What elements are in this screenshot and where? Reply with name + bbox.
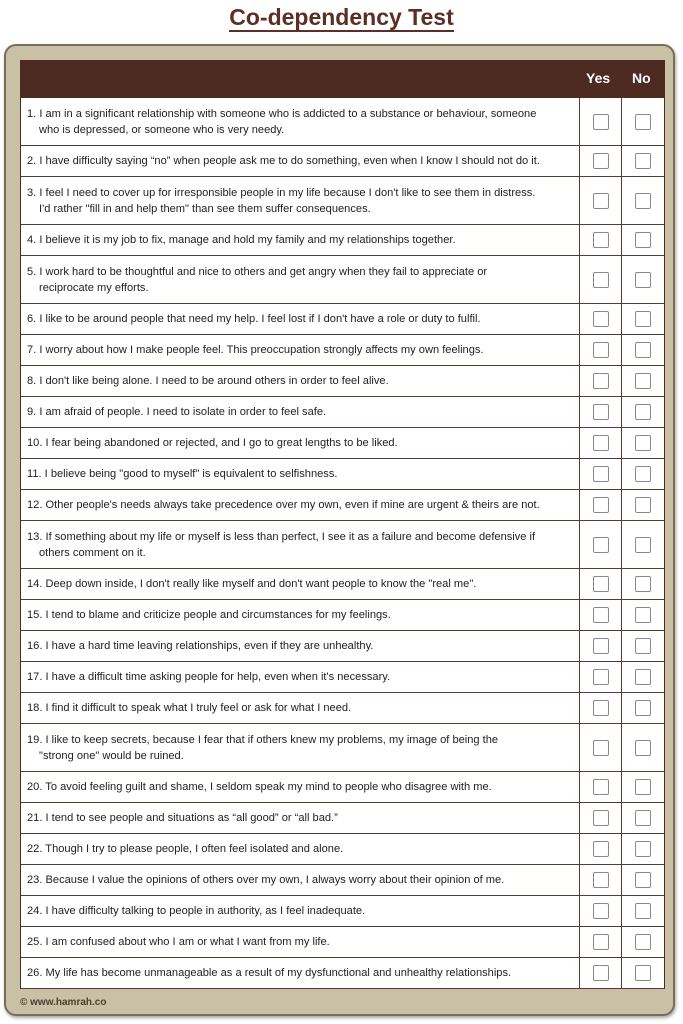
question-line-1: 25. I am confused about who I am or what I want from my life. [27, 936, 330, 948]
question-text-wrap [27, 607, 391, 623]
no-checkbox[interactable] [635, 700, 651, 716]
question-line-1: 2. I have difficulty saying “no” when people ask me to do something, even when I know I should not do it. [27, 155, 540, 167]
question-text-wrap [27, 669, 390, 685]
yes-cell [580, 428, 622, 458]
yes-checkbox[interactable] [593, 435, 609, 451]
question-row [21, 865, 664, 896]
no-cell [622, 631, 664, 661]
question-line-1: 10. I fear being abandoned or rejected, and I go to great lengths to be liked. [27, 437, 398, 449]
question-text-wrap [27, 810, 338, 826]
question-line-1: 1. I am in a significant relationship with someone who is addicted to a substance or behaviour, someone [27, 107, 537, 120]
question-text-wrap [27, 404, 326, 420]
no-checkbox[interactable] [635, 841, 651, 857]
question-text-wrap [27, 466, 337, 482]
yes-checkbox[interactable] [593, 965, 609, 981]
yes-column-header: Yes [586, 70, 611, 86]
no-cell [622, 366, 664, 396]
question-text-wrap [27, 732, 498, 764]
question-text [21, 693, 580, 723]
yes-checkbox[interactable] [593, 342, 609, 358]
yes-cell [580, 304, 622, 334]
question-text-wrap [27, 435, 398, 451]
yes-cell [580, 724, 622, 771]
no-checkbox[interactable] [635, 153, 651, 169]
no-checkbox[interactable] [635, 638, 651, 654]
question-text [21, 865, 580, 895]
question-row [21, 225, 664, 256]
no-cell [622, 146, 664, 176]
question-row [21, 927, 664, 958]
no-cell [622, 803, 664, 833]
question-text [21, 772, 580, 802]
question-text [21, 600, 580, 630]
page-title-text: Co-dependency Test [229, 4, 454, 30]
no-cell [622, 521, 664, 568]
no-column-header: No [632, 70, 651, 86]
question-text-wrap [27, 779, 492, 795]
no-checkbox[interactable] [635, 114, 651, 130]
question-line-1: 4. I believe it is my job to fix, manage and hold my family and my relationships together. [27, 234, 456, 246]
yes-cell [580, 256, 622, 303]
question-text [21, 304, 580, 334]
no-cell [622, 428, 664, 458]
question-row [21, 958, 664, 989]
question-line-1: 7. I worry about how I make people feel. This preoccupation strongly affects my own feelings. [27, 344, 484, 356]
yes-cell [580, 958, 622, 988]
question-text-wrap [27, 529, 535, 561]
no-cell [622, 98, 664, 145]
question-text [21, 896, 580, 926]
no-cell [622, 772, 664, 802]
question-text-wrap [27, 965, 511, 981]
yes-cell [580, 98, 622, 145]
question-text-wrap [27, 903, 365, 919]
no-cell [622, 896, 664, 926]
yes-checkbox[interactable] [593, 779, 609, 795]
yes-checkbox[interactable] [593, 576, 609, 592]
question-text-wrap [27, 700, 351, 716]
yes-cell [580, 600, 622, 630]
yes-checkbox[interactable] [593, 810, 609, 826]
question-row [21, 600, 664, 631]
question-row [21, 896, 664, 927]
question-text [21, 927, 580, 957]
no-cell [622, 927, 664, 957]
question-text [21, 459, 580, 489]
yes-checkbox[interactable] [593, 114, 609, 130]
question-line-1: 15. I tend to blame and criticize people and circumstances for my feelings. [27, 609, 391, 621]
question-line-1: 22. Though I try to please people, I often feel isolated and alone. [27, 843, 344, 855]
question-text [21, 958, 580, 988]
no-checkbox[interactable] [635, 576, 651, 592]
question-line-1: 13. If something about my life or myself is less than perfect, I see it as a failure and become defensive if [27, 530, 536, 543]
question-line-1: 26. My life has become unmanageable as a result of my dysfunctional and unhealthy relationships. [27, 967, 512, 979]
yes-cell [580, 927, 622, 957]
no-cell [622, 304, 664, 334]
no-checkbox[interactable] [635, 232, 651, 248]
no-checkbox[interactable] [635, 934, 651, 950]
yes-cell [580, 177, 622, 224]
question-row [21, 772, 664, 803]
question-text [21, 366, 580, 396]
yes-cell [580, 366, 622, 396]
yes-checkbox[interactable] [593, 740, 609, 756]
question-line-1: 16. I have a hard time leaving relationships, even if they are unhealthy. [27, 640, 374, 652]
question-text [21, 146, 580, 176]
no-cell [622, 834, 664, 864]
yes-checkbox[interactable] [593, 537, 609, 553]
question-text-wrap [27, 576, 476, 592]
question-row [21, 569, 664, 600]
question-text [21, 803, 580, 833]
copyright-footer: © www.hamrah.co [20, 997, 107, 1008]
question-row [21, 366, 664, 397]
yes-cell [580, 335, 622, 365]
question-text [21, 521, 580, 568]
question-line-1: 11. I believe being "good to myself" is equivalent to selfishness. [27, 468, 338, 480]
yes-cell [580, 569, 622, 599]
question-row [21, 693, 664, 724]
yes-cell [580, 693, 622, 723]
yes-checkbox[interactable] [593, 841, 609, 857]
yes-checkbox[interactable] [593, 373, 609, 389]
no-cell [622, 865, 664, 895]
yes-checkbox[interactable] [593, 404, 609, 420]
no-checkbox[interactable] [635, 965, 651, 981]
no-checkbox[interactable] [635, 466, 651, 482]
no-cell [622, 335, 664, 365]
question-row [21, 490, 664, 521]
question-line-1: 19. I like to keep secrets, because I fear that if others knew my problems, my image of being the [27, 733, 499, 746]
question-row [21, 256, 664, 304]
question-text [21, 631, 580, 661]
question-row [21, 521, 664, 569]
no-checkbox[interactable] [635, 872, 651, 888]
question-text [21, 490, 580, 520]
question-row [21, 335, 664, 366]
question-line-1: 6. I like to be around people that need my help. I feel lost if I don't have a role or duty to fulfil. [27, 313, 481, 325]
no-checkbox[interactable] [635, 903, 651, 919]
yes-cell [580, 662, 622, 692]
question-line-1: 5. I work hard to be thoughtful and nice to others and get angry when they fail to appreciate or [27, 265, 488, 278]
questions-table [20, 98, 665, 989]
question-row [21, 98, 664, 146]
question-line-1: 14. Deep down inside, I don't really like myself and don't want people to know the "real me". [27, 578, 477, 590]
yes-cell [580, 521, 622, 568]
question-row [21, 304, 664, 335]
no-checkbox[interactable] [635, 342, 651, 358]
question-text-wrap [27, 106, 536, 138]
question-row [21, 724, 664, 772]
question-text-wrap [27, 232, 456, 248]
no-checkbox[interactable] [635, 779, 651, 795]
page-title [0, 4, 683, 31]
yes-checkbox[interactable] [593, 638, 609, 654]
question-row [21, 459, 664, 490]
no-checkbox[interactable] [635, 435, 651, 451]
question-text-wrap [27, 497, 540, 513]
question-line-1: 20. To avoid feeling guilt and shame, I seldom speak my mind to people who disagree with me. [27, 781, 492, 793]
question-text-wrap [27, 841, 343, 857]
question-line-1: 8. I don't like being alone. I need to be around others in order to feel alive. [27, 375, 389, 387]
no-checkbox[interactable] [635, 607, 651, 623]
question-line-2: I'd rather "fill in and help them" than see them suffer consequences. [39, 202, 371, 215]
yes-checkbox[interactable] [593, 669, 609, 685]
yes-checkbox[interactable] [593, 903, 609, 919]
question-row [21, 631, 664, 662]
yes-cell [580, 834, 622, 864]
question-line-2: others comment on it. [39, 546, 146, 559]
question-text [21, 569, 580, 599]
no-cell [622, 600, 664, 630]
question-line-2: reciprocate my efforts. [39, 281, 149, 294]
yes-checkbox[interactable] [593, 700, 609, 716]
question-text-wrap [27, 638, 373, 654]
question-text-wrap [27, 934, 330, 950]
question-text [21, 225, 580, 255]
yes-checkbox[interactable] [593, 272, 609, 288]
no-checkbox[interactable] [635, 740, 651, 756]
no-checkbox[interactable] [635, 404, 651, 420]
no-checkbox[interactable] [635, 272, 651, 288]
question-line-1: 24. I have difficulty talking to people in authority, as I feel inadequate. [27, 905, 366, 917]
yes-checkbox[interactable] [593, 232, 609, 248]
question-line-2: "strong one" would be ruined. [39, 749, 184, 762]
question-line-1: 21. I tend to see people and situations as “all good” or “all bad.” [27, 812, 338, 824]
question-line-1: 3. I feel I need to cover up for irresponsible people in my life because I don't like to see them in distress. [27, 186, 536, 199]
yes-cell [580, 225, 622, 255]
question-text-wrap [27, 311, 481, 327]
yes-cell [580, 146, 622, 176]
question-text [21, 335, 580, 365]
question-text-wrap [27, 342, 484, 358]
yes-cell [580, 772, 622, 802]
no-cell [622, 724, 664, 771]
question-text-wrap [27, 153, 540, 169]
yes-cell [580, 803, 622, 833]
yes-checkbox[interactable] [593, 466, 609, 482]
question-line-1: 17. I have a difficult time asking people for help, even when it's necessary. [27, 671, 391, 683]
no-cell [622, 693, 664, 723]
no-cell [622, 490, 664, 520]
no-cell [622, 177, 664, 224]
question-text [21, 834, 580, 864]
question-text [21, 724, 580, 771]
no-checkbox[interactable] [635, 497, 651, 513]
table-header [20, 60, 665, 98]
question-row [21, 177, 664, 225]
question-line-1: 23. Because I value the opinions of others over my own, I always worry about their opinion of me. [27, 874, 505, 886]
question-text-wrap [27, 872, 504, 888]
no-cell [622, 256, 664, 303]
yes-cell [580, 896, 622, 926]
no-cell [622, 662, 664, 692]
question-text-wrap [27, 185, 535, 217]
question-text [21, 428, 580, 458]
no-cell [622, 569, 664, 599]
question-row [21, 146, 664, 177]
question-row [21, 662, 664, 693]
yes-checkbox[interactable] [593, 153, 609, 169]
question-text [21, 256, 580, 303]
question-text-wrap [27, 264, 487, 296]
question-row [21, 397, 664, 428]
question-text [21, 397, 580, 427]
yes-checkbox[interactable] [593, 934, 609, 950]
question-text [21, 662, 580, 692]
yes-checkbox[interactable] [593, 497, 609, 513]
no-cell [622, 958, 664, 988]
question-line-2: who is depressed, or someone who is very needy. [39, 123, 285, 136]
no-checkbox[interactable] [635, 537, 651, 553]
yes-cell [580, 865, 622, 895]
no-checkbox[interactable] [635, 669, 651, 685]
no-checkbox[interactable] [635, 810, 651, 826]
question-text [21, 177, 580, 224]
question-row [21, 803, 664, 834]
no-cell [622, 225, 664, 255]
question-row [21, 834, 664, 865]
yes-checkbox[interactable] [593, 311, 609, 327]
question-row [21, 428, 664, 459]
no-checkbox[interactable] [635, 193, 651, 209]
yes-cell [580, 631, 622, 661]
test-card [4, 44, 675, 1016]
yes-checkbox[interactable] [593, 607, 609, 623]
question-text [21, 98, 580, 145]
no-cell [622, 459, 664, 489]
question-line-1: 9. I am afraid of people. I need to isolate in order to feel safe. [27, 406, 327, 418]
test-card-inner [20, 60, 667, 994]
yes-checkbox[interactable] [593, 193, 609, 209]
yes-checkbox[interactable] [593, 872, 609, 888]
yes-cell [580, 397, 622, 427]
question-line-1: 12. Other people's needs always take precedence over my own, even if mine are urgent & theirs are not. [27, 499, 540, 511]
question-line-1: 18. I find it difficult to speak what I truly feel or ask for what I need. [27, 702, 352, 714]
yes-cell [580, 459, 622, 489]
no-checkbox[interactable] [635, 373, 651, 389]
no-checkbox[interactable] [635, 311, 651, 327]
yes-cell [580, 490, 622, 520]
no-cell [622, 397, 664, 427]
question-text-wrap [27, 373, 389, 389]
